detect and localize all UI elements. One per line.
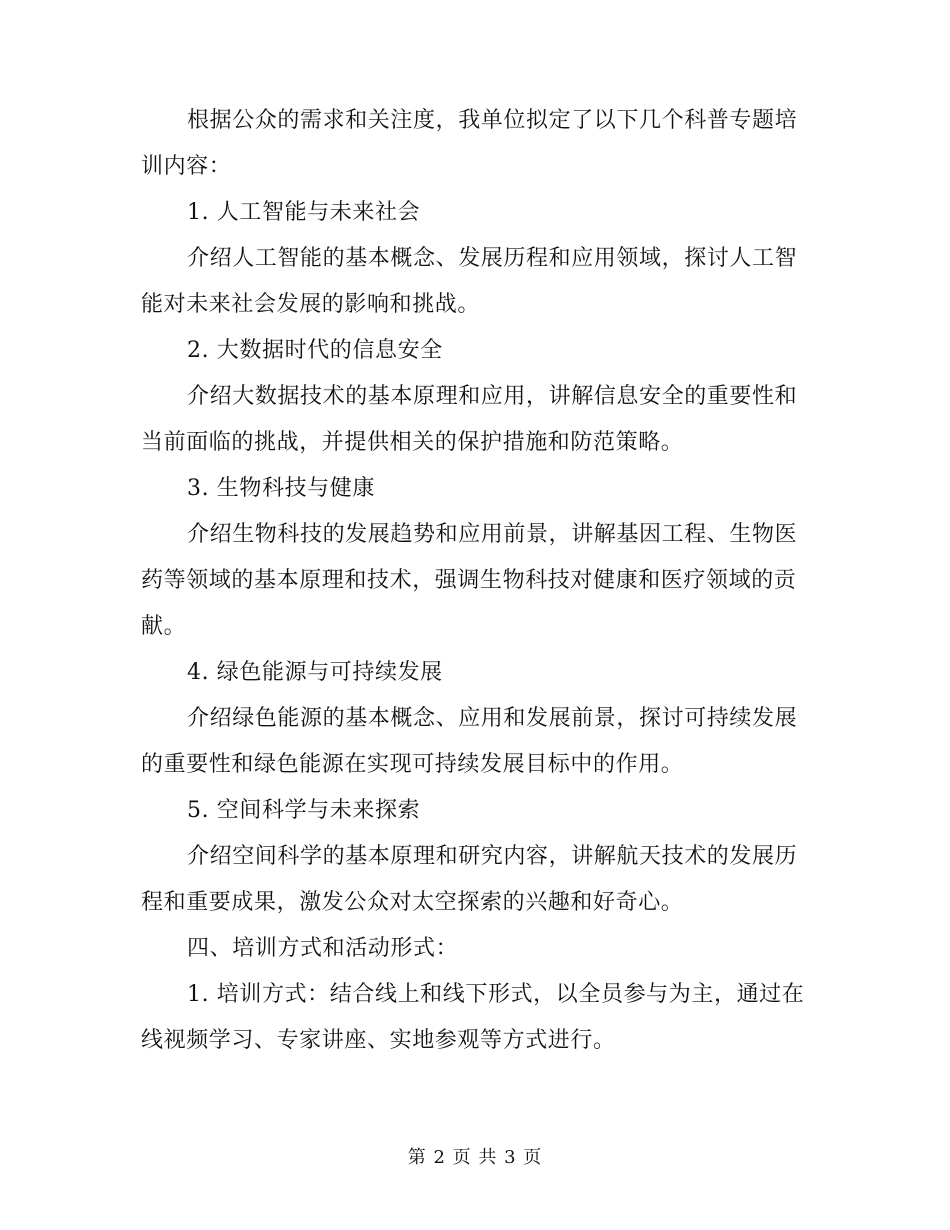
intro-paragraph: 根据公众的需求和关注度，我单位拟定了以下几个科普专题培训内容： [141, 108, 798, 179]
training-method-paragraph: 1. 培训方式：结合线上和线下形式，以全员参与为主，通过在线视频学习、专家讲座、实地参观等方式进行。 [141, 982, 805, 1053]
document-body [141, 98, 811, 1064]
topic-heading-green-energy: 4. 绿色能源与可持续发展 [187, 660, 443, 685]
topic-description-space: 介绍空间科学的基本原理和研究内容，讲解航天技术的发展历程和重要成果，激发公众对太空探索的兴趣和好奇心。 [141, 844, 798, 915]
section-heading-training-format: 四、培训方式和活动形式： [187, 936, 459, 961]
topic-heading-ai: 1. 人工智能与未来社会 [187, 200, 421, 225]
topic-description-biotech: 介绍生物科技的发展趋势和应用前景，讲解基因工程、生物医药等领域的基本原理和技术，强调生物科技对健康和医疗领域的贡献。 [141, 522, 798, 639]
topic-description-green-energy: 介绍绿色能源的基本概念、应用和发展前景，探讨可持续发展的重要性和绿色能源在实现可持续发展目标中的作用。 [141, 706, 798, 777]
topic-heading-biotech: 3. 生物科技与健康 [187, 476, 375, 501]
topic-heading-space: 5. 空间科学与未来探索 [187, 798, 421, 823]
topic-description-ai: 介绍人工智能的基本概念、发展历程和应用领域，探讨人工智能对未来社会发展的影响和挑战。 [141, 246, 798, 317]
topic-description-big-data: 介绍大数据技术的基本原理和应用，讲解信息安全的重要性和当前面临的挑战，并提供相关的保护措施和防范策略。 [141, 384, 798, 455]
page-number-footer: 第 2 页 共 3 页 [407, 1147, 543, 1168]
topic-heading-big-data: 2. 大数据时代的信息安全 [187, 338, 443, 363]
